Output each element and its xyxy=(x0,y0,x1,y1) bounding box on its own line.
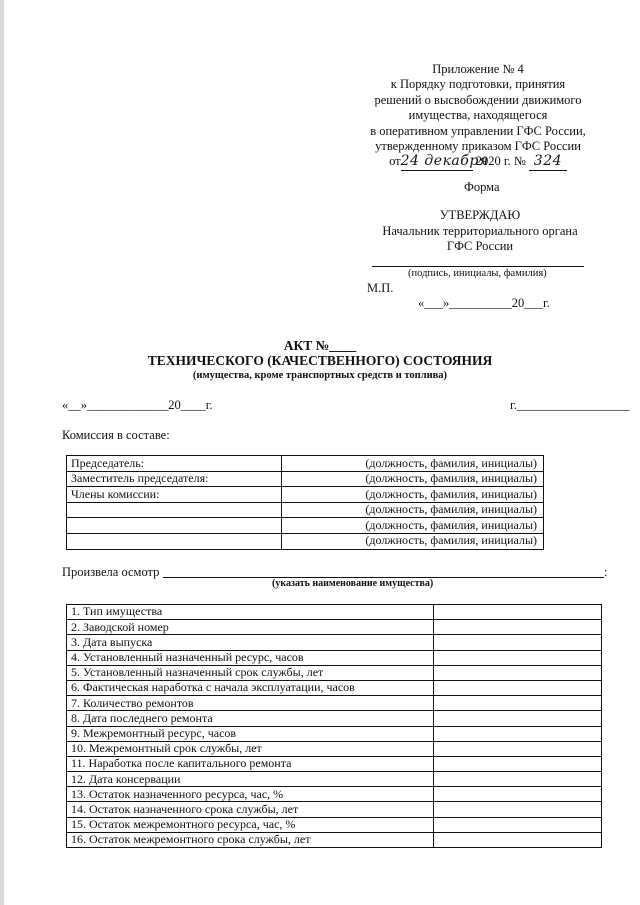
table-row xyxy=(67,533,544,549)
table-row xyxy=(67,456,544,472)
commission-label: Комиссия в составе: xyxy=(62,428,170,442)
member-desc: (должность, фамилия, инициалы) xyxy=(282,502,544,518)
parameters-table xyxy=(66,604,602,848)
annex-line: к Порядку подготовки, принятия xyxy=(390,77,566,92)
member-role xyxy=(67,518,282,534)
param-label: 16. Остаток межремонтного срока службы, лет xyxy=(67,832,434,847)
table-row xyxy=(67,487,544,503)
param-label: 7. Количество ремонтов xyxy=(67,696,434,711)
table-row xyxy=(67,832,602,847)
annex-year-number: 2020 г. № xyxy=(475,154,526,169)
param-value-cell xyxy=(434,787,602,802)
table-row xyxy=(67,635,602,650)
param-label: 14. Остаток назначенного срока службы, лет xyxy=(67,802,434,817)
table-row xyxy=(67,741,602,756)
param-value-cell xyxy=(434,832,602,847)
annex-date-prefix: от xyxy=(389,154,401,169)
table-row xyxy=(67,726,602,741)
member-role: Заместитель председателя: xyxy=(67,471,282,487)
approval-block xyxy=(372,208,588,255)
annex-header xyxy=(360,62,596,171)
annex-line: утвержденному приказом ГФС России xyxy=(375,139,581,154)
page-edge xyxy=(0,0,4,905)
param-value-cell xyxy=(434,756,602,771)
annex-line: решений о высвобождении движимого xyxy=(374,92,582,107)
act-city: г.__________________ xyxy=(510,398,630,412)
table-row xyxy=(67,772,602,787)
table-row xyxy=(67,650,602,665)
table-row xyxy=(67,518,544,534)
member-desc: (должность, фамилия, инициалы) xyxy=(282,518,544,534)
inspected-caption: (указать наименование имущества) xyxy=(272,578,434,589)
annex-line: в оперативном управлении ГФС России, xyxy=(370,123,586,138)
param-value-cell xyxy=(434,726,602,741)
act-subtitle: ТЕХНИЧЕСКОГО (КАЧЕСТВЕННОГО) СОСТОЯНИЯ xyxy=(147,353,493,368)
param-label: 8. Дата последнего ремонта xyxy=(67,711,434,726)
annex-line: Приложение № 4 xyxy=(432,62,524,76)
param-label: 1. Тип имущества xyxy=(67,605,434,620)
param-value-cell xyxy=(434,650,602,665)
param-value-cell xyxy=(434,741,602,756)
param-label: 10. Межремонтный срок службы, лет xyxy=(67,741,434,756)
param-label: 4. Установленный назначенный ресурс, часов xyxy=(67,650,434,665)
approver-position-line1: Начальник территориального органа xyxy=(382,223,578,238)
param-value-cell xyxy=(434,635,602,650)
param-value-cell xyxy=(434,665,602,680)
signature-caption: (подпись, инициалы, фамилия) xyxy=(408,268,547,279)
member-role xyxy=(67,502,282,518)
table-row xyxy=(67,696,602,711)
table-row xyxy=(67,620,602,635)
table-row xyxy=(67,502,544,518)
param-value-cell xyxy=(434,817,602,832)
param-label: 3. Дата выпуска xyxy=(67,635,434,650)
param-value-cell xyxy=(434,620,602,635)
inspected-colon: : xyxy=(604,565,608,579)
member-desc: (должность, фамилия, инициалы) xyxy=(282,456,544,472)
param-value-cell xyxy=(434,605,602,620)
table-row xyxy=(67,605,602,620)
signature-line xyxy=(372,266,584,267)
param-value-cell xyxy=(434,696,602,711)
annex-date-handwritten: 24 декабря xyxy=(400,153,489,170)
table-row xyxy=(67,680,602,695)
inspected-label: Произвела осмотр xyxy=(62,565,160,579)
commission-table xyxy=(66,455,544,550)
param-label: 6. Фактическая наработка с начала эксплуатации, часов xyxy=(67,680,434,695)
table-row xyxy=(67,711,602,726)
annex-line: имущества, находящегося xyxy=(408,108,548,123)
table-row xyxy=(67,665,602,680)
param-label: 2. Заводской номер xyxy=(67,620,434,635)
param-label: 13. Остаток назначенного ресурса, час, % xyxy=(67,787,434,802)
table-row xyxy=(67,802,602,817)
table-row xyxy=(67,787,602,802)
act-title: АКТ №____ xyxy=(283,338,357,353)
table-row xyxy=(67,817,602,832)
param-label: 15. Остаток межремонтного ресурса, час, % xyxy=(67,817,434,832)
param-label: 9. Межремонтный ресурс, часов xyxy=(67,726,434,741)
param-value-cell xyxy=(434,711,602,726)
stamp-label: М.П. xyxy=(367,281,394,295)
param-label: 11. Наработка после капитального ремонта xyxy=(67,756,434,771)
param-value-cell xyxy=(434,772,602,787)
param-label: 12. Дата консервации xyxy=(67,772,434,787)
member-desc: (должность, фамилия, инициалы) xyxy=(282,487,544,503)
member-desc: (должность, фамилия, инициалы) xyxy=(282,533,544,549)
member-role xyxy=(67,533,282,549)
approve-word: УТВЕРЖДАЮ xyxy=(439,208,521,222)
approver-position-line2: ГФС России xyxy=(446,239,514,253)
member-role: Председатель: xyxy=(67,456,282,472)
annex-number-handwritten: 324 xyxy=(529,154,567,170)
approval-date: «___»__________20___г. xyxy=(418,296,550,310)
act-scope: (имущества, кроме транспортных средств и топлива) xyxy=(192,370,448,381)
act-date: «__»_____________20____г. xyxy=(62,398,213,412)
form-label: Форма xyxy=(464,180,500,194)
table-row xyxy=(67,471,544,487)
param-label: 5. Установленный назначенный срок службы, лет xyxy=(67,665,434,680)
param-value-cell xyxy=(434,680,602,695)
annex-date-line xyxy=(360,154,596,170)
member-role: Члены комиссии: xyxy=(67,487,282,503)
param-value-cell xyxy=(434,802,602,817)
table-row xyxy=(67,756,602,771)
member-desc: (должность, фамилия, инициалы) xyxy=(282,471,544,487)
